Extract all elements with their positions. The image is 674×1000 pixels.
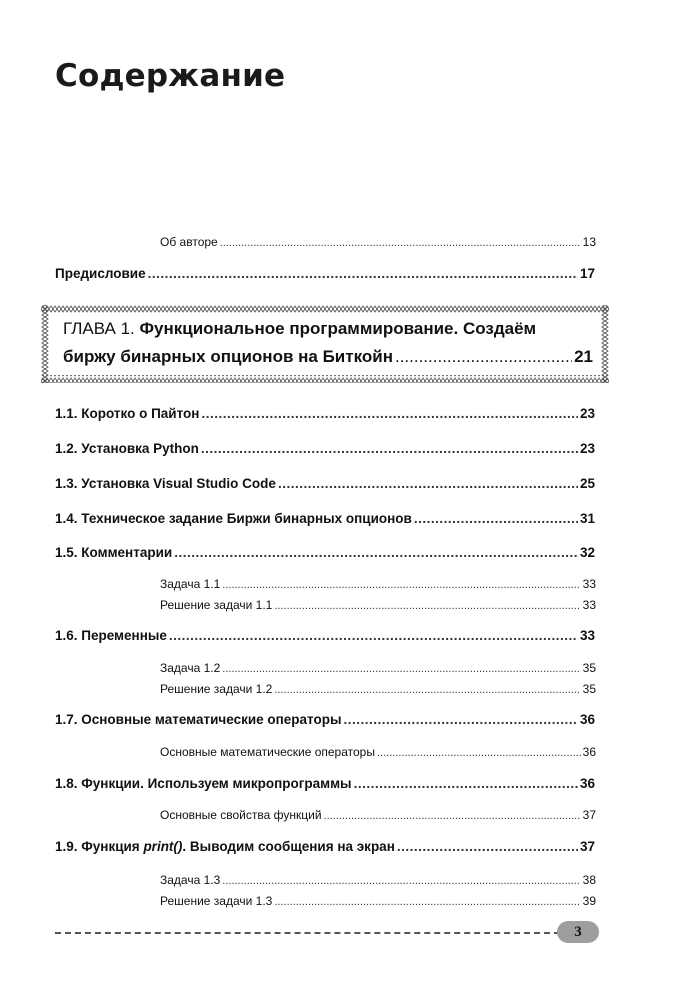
- toc-entry-label: Предисловие: [55, 266, 146, 281]
- toc-entry-label: 1.8. Функции. Используем микропрограммы: [55, 776, 352, 791]
- toc-entry-page: 25: [579, 476, 595, 491]
- dot-leader: [169, 628, 578, 643]
- toc-entry-page: 33: [582, 577, 596, 591]
- toc-subentry-solution-1-3[interactable]: [160, 894, 596, 908]
- dot-leader: [344, 712, 578, 727]
- toc-entry-page: 36: [579, 776, 595, 791]
- toc-entry-label: Задача 1.1: [160, 577, 221, 591]
- dot-leader: [274, 600, 580, 612]
- dot-leader: [274, 684, 580, 696]
- toc-entry-label: Решение задачи 1.3: [160, 894, 273, 908]
- toc-entry-about-author[interactable]: [160, 235, 596, 249]
- toc-section-1-9[interactable]: [55, 839, 595, 854]
- toc-entry-label: 1.2. Установка Python: [55, 441, 199, 456]
- toc-entry-page: 23: [579, 441, 595, 456]
- toc-section-1-7[interactable]: [55, 712, 595, 727]
- toc-subentry-task-1-2[interactable]: [160, 661, 596, 675]
- dot-leader: [222, 875, 580, 887]
- chapter-frame-border: [41, 305, 609, 383]
- toc-entry-label: Решение задачи 1.1: [160, 598, 273, 612]
- toc-section-1-8[interactable]: [55, 776, 595, 791]
- toc-entry-page: 35: [582, 682, 596, 696]
- toc-entry-label: [55, 839, 395, 854]
- toc-entry-preface[interactable]: [55, 266, 595, 281]
- toc-entry-page: 23: [579, 406, 595, 421]
- toc-entry-label: Задача 1.3: [160, 873, 221, 887]
- label-suffix: . Выводим сообщения на экран: [182, 839, 395, 854]
- toc-entry-page: 37: [579, 839, 595, 854]
- toc-subentry-function-properties[interactable]: [160, 808, 596, 822]
- toc-entry-page: 37: [582, 808, 596, 822]
- toc-entry-page: 17: [579, 266, 595, 281]
- dot-leader: [395, 347, 572, 367]
- dot-leader: [220, 237, 581, 249]
- toc-subentry-task-1-1[interactable]: [160, 577, 596, 591]
- toc-subentry-solution-1-1[interactable]: [160, 598, 596, 612]
- toc-entry-page: 33: [582, 598, 596, 612]
- dot-leader: [222, 663, 580, 675]
- chapter-title-line-2: [63, 347, 593, 367]
- toc-entry-page: 36: [579, 712, 595, 727]
- dot-leader: [377, 747, 581, 759]
- page-number-badge: 3: [557, 921, 599, 943]
- dot-leader: [148, 266, 578, 281]
- toc-section-1-5[interactable]: [55, 545, 595, 560]
- toc-entry-label: 1.6. Переменные: [55, 628, 167, 643]
- toc-entry-page: 33: [579, 628, 595, 643]
- dot-leader: [324, 810, 581, 822]
- chapter-title-part-1: Функциональное программирование. Создаём: [139, 319, 537, 338]
- toc-entry-page: 35: [582, 661, 596, 675]
- page-title: Содержание: [55, 58, 286, 94]
- toc-section-1-4[interactable]: [55, 511, 595, 526]
- chapter-title-part-2: биржу бинарных опционов на Биткойн: [63, 347, 393, 366]
- chapter-1-heading[interactable]: [41, 305, 609, 383]
- label-prefix: 1.9. Функция: [55, 839, 144, 854]
- toc-entry-page: 38: [582, 873, 596, 887]
- dot-leader: [414, 511, 578, 526]
- toc-entry-label: Решение задачи 1.2: [160, 682, 273, 696]
- dot-leader: [201, 441, 578, 456]
- dot-leader: [278, 476, 578, 491]
- dot-leader: [201, 406, 578, 421]
- chapter-page: 21: [574, 347, 593, 366]
- toc-section-1-6[interactable]: [55, 628, 595, 643]
- toc-subentry-solution-1-2[interactable]: [160, 682, 596, 696]
- toc-entry-label: 1.5. Комментарии: [55, 545, 173, 560]
- chapter-number: ГЛАВА 1.: [63, 319, 135, 338]
- toc-entry-page: 32: [579, 545, 595, 560]
- toc-section-1-2[interactable]: [55, 441, 595, 456]
- toc-section-1-3[interactable]: [55, 476, 595, 491]
- dot-leader: [222, 579, 580, 591]
- toc-entry-label: 1.4. Техническое задание Биржи бинарных опционов: [55, 511, 412, 526]
- dot-leader: [274, 896, 580, 908]
- label-code: print(): [143, 839, 183, 854]
- toc-entry-label: Задача 1.2: [160, 661, 221, 675]
- toc-entry-label: Об авторе: [160, 235, 218, 249]
- toc-entry-label: Основные математические операторы: [160, 745, 375, 759]
- dot-leader: [354, 776, 578, 791]
- toc-subentry-task-1-3[interactable]: [160, 873, 596, 887]
- toc-entry-page: 13: [582, 235, 596, 249]
- dot-leader: [174, 545, 578, 560]
- toc-subentry-math-operators[interactable]: [160, 745, 596, 759]
- toc-section-1-1[interactable]: [55, 406, 595, 421]
- toc-entry-page: 31: [579, 511, 595, 526]
- toc-entry-page: 39: [582, 894, 596, 908]
- toc-entry-label: 1.1. Коротко о Пайтон: [55, 406, 200, 421]
- toc-entry-label: 1.7. Основные математические операторы: [55, 712, 342, 727]
- footer-dashed-rule: [55, 932, 560, 934]
- chapter-title-line-1: [63, 319, 536, 339]
- toc-entry-label: 1.3. Установка Visual Studio Code: [55, 476, 276, 491]
- toc-entry-label: Основные свойства функций: [160, 808, 322, 822]
- toc-entry-page: 36: [582, 745, 596, 759]
- dot-leader: [397, 839, 578, 854]
